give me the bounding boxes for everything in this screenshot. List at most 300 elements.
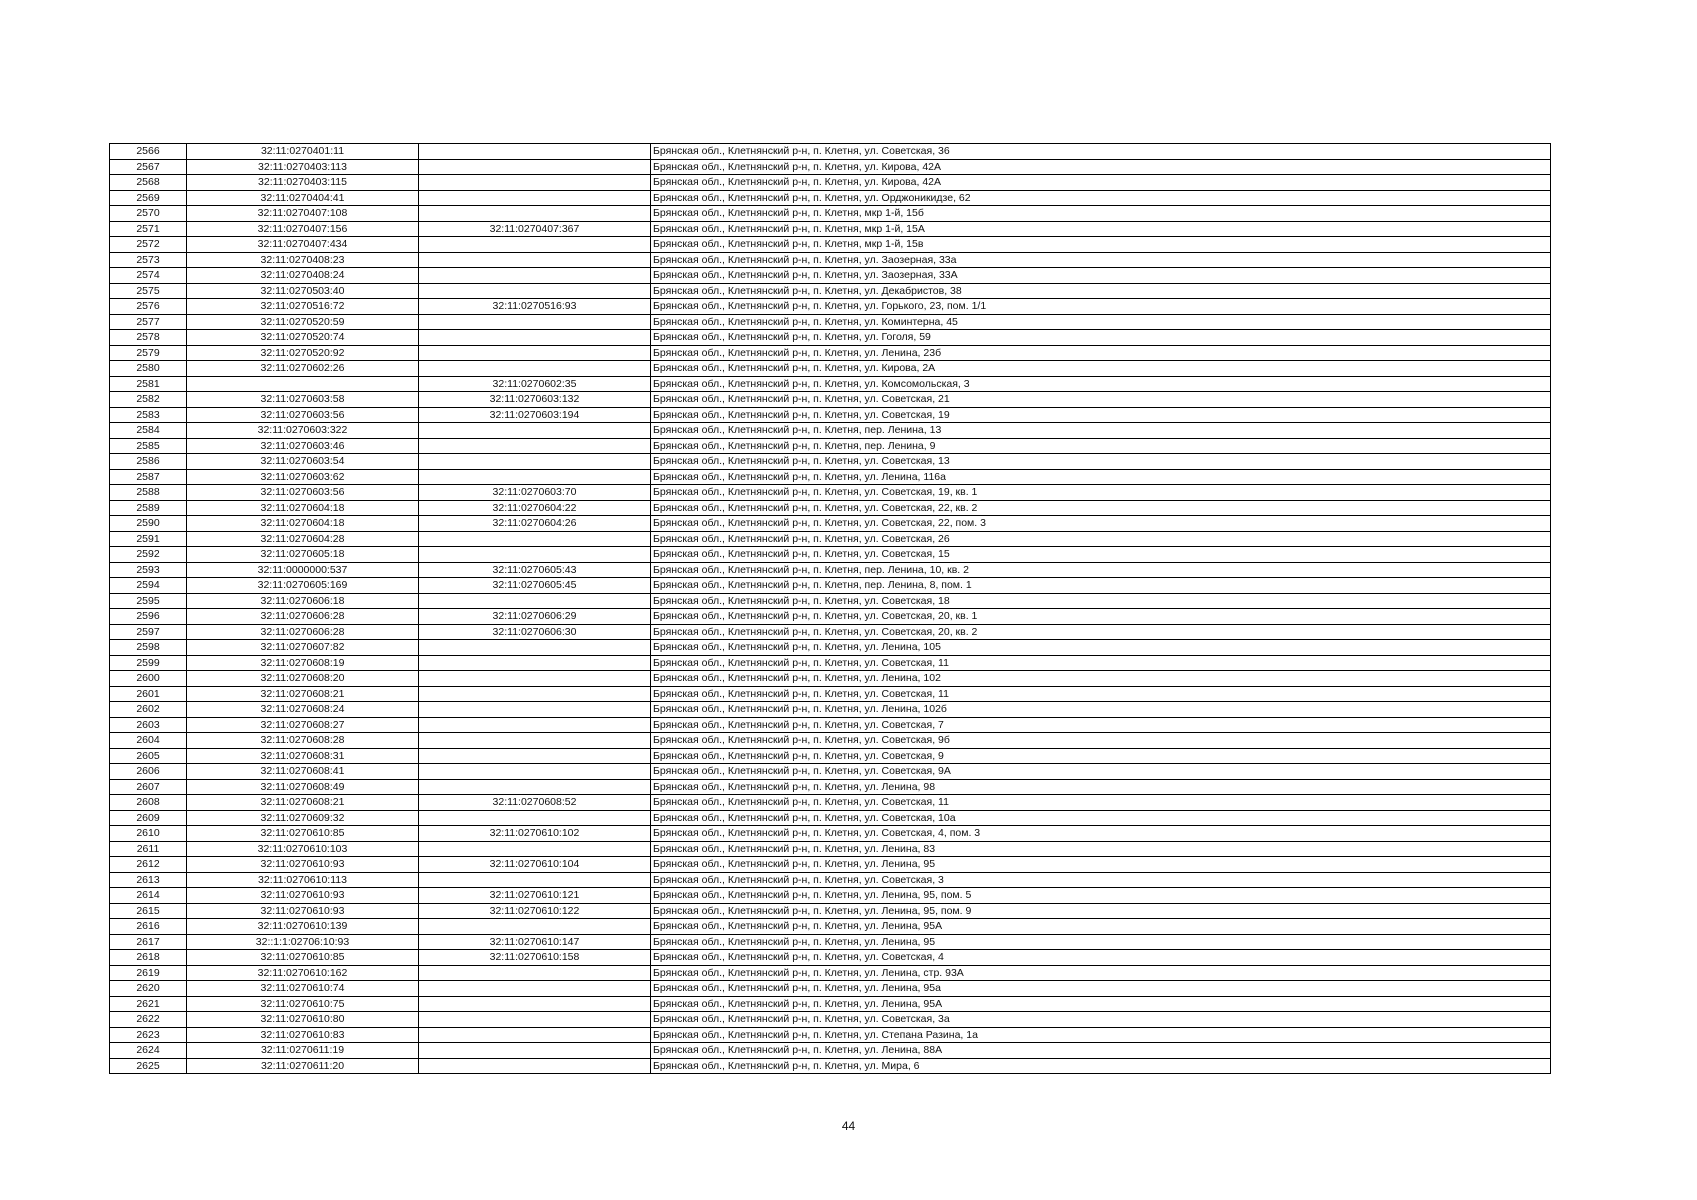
cadastral-number-cell: 32:11:0270603:46 bbox=[187, 438, 419, 454]
row-number-cell: 2579 bbox=[110, 345, 187, 361]
address-cell: Брянская обл., Клетнянский р-н, п. Клетня, ул. Советская, 20, кв. 1 bbox=[651, 609, 1551, 625]
table-row bbox=[110, 500, 1551, 516]
secondary-cadastral-number-cell bbox=[419, 547, 651, 563]
row-number-cell: 2609 bbox=[110, 810, 187, 826]
table-row bbox=[110, 810, 1551, 826]
cadastral-number-cell: 32:11:0270606:28 bbox=[187, 624, 419, 640]
address-cell: Брянская обл., Клетнянский р-н, п. Клетня, ул. Советская, 4, пом. 3 bbox=[651, 826, 1551, 842]
table-row bbox=[110, 423, 1551, 439]
cadastral-number-cell: 32:11:0270403:113 bbox=[187, 159, 419, 175]
row-number-cell: 2566 bbox=[110, 144, 187, 160]
secondary-cadastral-number-cell: 32:11:0270603:132 bbox=[419, 392, 651, 408]
property-registry-table bbox=[109, 143, 1551, 1074]
address-cell: Брянская обл., Клетнянский р-н, п. Клетня, пер. Ленина, 8, пом. 1 bbox=[651, 578, 1551, 594]
row-number-cell: 2617 bbox=[110, 934, 187, 950]
row-number-cell: 2605 bbox=[110, 748, 187, 764]
secondary-cadastral-number-cell: 32:11:0270610:104 bbox=[419, 857, 651, 873]
cadastral-number-cell: 32:11:0270610:85 bbox=[187, 950, 419, 966]
address-cell: Брянская обл., Клетнянский р-н, п. Клетня, ул. Советская, 22, пом. 3 bbox=[651, 516, 1551, 532]
cadastral-number-cell: 32:11:0270408:23 bbox=[187, 252, 419, 268]
secondary-cadastral-number-cell bbox=[419, 283, 651, 299]
secondary-cadastral-number-cell: 32:11:0270603:194 bbox=[419, 407, 651, 423]
secondary-cadastral-number-cell bbox=[419, 655, 651, 671]
address-cell: Брянская обл., Клетнянский р-н, п. Клетня, ул. Ленина, 98 bbox=[651, 779, 1551, 795]
row-number-cell: 2569 bbox=[110, 190, 187, 206]
cadastral-number-cell: 32:11:0270603:54 bbox=[187, 454, 419, 470]
table-row bbox=[110, 345, 1551, 361]
row-number-cell: 2607 bbox=[110, 779, 187, 795]
secondary-cadastral-number-cell bbox=[419, 345, 651, 361]
cadastral-number-cell: 32:11:0270608:41 bbox=[187, 764, 419, 780]
address-cell: Брянская обл., Клетнянский р-н, п. Клетня, ул. Кирова, 42А bbox=[651, 175, 1551, 191]
address-cell: Брянская обл., Клетнянский р-н, п. Клетня, ул. Горького, 23, пом. 1/1 bbox=[651, 299, 1551, 315]
cadastral-number-cell: 32:11:0270520:74 bbox=[187, 330, 419, 346]
row-number-cell: 2596 bbox=[110, 609, 187, 625]
table-row bbox=[110, 624, 1551, 640]
table-row bbox=[110, 1012, 1551, 1028]
row-number-cell: 2597 bbox=[110, 624, 187, 640]
row-number-cell: 2616 bbox=[110, 919, 187, 935]
secondary-cadastral-number-cell: 32:11:0270407:367 bbox=[419, 221, 651, 237]
secondary-cadastral-number-cell: 32:11:0270610:122 bbox=[419, 903, 651, 919]
address-cell: Брянская обл., Клетнянский р-н, п. Клетня, ул. Кирова, 2А bbox=[651, 361, 1551, 377]
secondary-cadastral-number-cell bbox=[419, 764, 651, 780]
table-row bbox=[110, 531, 1551, 547]
row-number-cell: 2567 bbox=[110, 159, 187, 175]
row-number-cell: 2618 bbox=[110, 950, 187, 966]
table-row bbox=[110, 299, 1551, 315]
address-cell: Брянская обл., Клетнянский р-н, п. Клетня, мкр 1-й, 15А bbox=[651, 221, 1551, 237]
row-number-cell: 2576 bbox=[110, 299, 187, 315]
address-cell: Брянская обл., Клетнянский р-н, п. Клетня, ул. Ленина, 95а bbox=[651, 981, 1551, 997]
table-row bbox=[110, 268, 1551, 284]
row-number-cell: 2601 bbox=[110, 686, 187, 702]
table-row bbox=[110, 144, 1551, 160]
table-row bbox=[110, 950, 1551, 966]
row-number-cell: 2598 bbox=[110, 640, 187, 656]
cadastral-number-cell: 32:11:0270407:108 bbox=[187, 206, 419, 222]
address-cell: Брянская обл., Клетнянский р-н, п. Клетня, ул. Ленина, 95А bbox=[651, 996, 1551, 1012]
cadastral-number-cell: 32:11:0270610:93 bbox=[187, 857, 419, 873]
row-number-cell: 2600 bbox=[110, 671, 187, 687]
cadastral-number-cell: 32:11:0270606:18 bbox=[187, 593, 419, 609]
table-row bbox=[110, 919, 1551, 935]
address-cell: Брянская обл., Клетнянский р-н, п. Клетня, пер. Ленина, 13 bbox=[651, 423, 1551, 439]
secondary-cadastral-number-cell bbox=[419, 268, 651, 284]
secondary-cadastral-number-cell bbox=[419, 810, 651, 826]
cadastral-number-cell: 32:11:0270605:18 bbox=[187, 547, 419, 563]
cadastral-number-cell: 32:11:0270608:21 bbox=[187, 686, 419, 702]
address-cell: Брянская обл., Клетнянский р-н, п. Клетня, ул. Степана Разина, 1а bbox=[651, 1027, 1551, 1043]
table-row bbox=[110, 748, 1551, 764]
table-row bbox=[110, 965, 1551, 981]
table-row bbox=[110, 841, 1551, 857]
cadastral-number-cell: 32:11:0270603:58 bbox=[187, 392, 419, 408]
table-row bbox=[110, 392, 1551, 408]
secondary-cadastral-number-cell: 32:11:0270608:52 bbox=[419, 795, 651, 811]
address-cell: Брянская обл., Клетнянский р-н, п. Клетня, ул. Заозерная, 33А bbox=[651, 268, 1551, 284]
cadastral-number-cell: 32:11:0270608:31 bbox=[187, 748, 419, 764]
cadastral-number-cell: 32:11:0270503:40 bbox=[187, 283, 419, 299]
address-cell: Брянская обл., Клетнянский р-н, п. Клетня, ул. Советская, 9А bbox=[651, 764, 1551, 780]
cadastral-number-cell: 32:11:0270610:83 bbox=[187, 1027, 419, 1043]
secondary-cadastral-number-cell: 32:11:0270604:26 bbox=[419, 516, 651, 532]
cadastral-number-cell: 32:11:0270610:103 bbox=[187, 841, 419, 857]
row-number-cell: 2589 bbox=[110, 500, 187, 516]
address-cell: Брянская обл., Клетнянский р-н, п. Клетня, ул. Коминтерна, 45 bbox=[651, 314, 1551, 330]
address-cell: Брянская обл., Клетнянский р-н, п. Клетня, ул. Советская, 26 bbox=[651, 531, 1551, 547]
secondary-cadastral-number-cell bbox=[419, 531, 651, 547]
table-row bbox=[110, 206, 1551, 222]
table-row bbox=[110, 438, 1551, 454]
address-cell: Брянская обл., Клетнянский р-н, п. Клетня, ул. Советская, 11 bbox=[651, 795, 1551, 811]
cadastral-number-cell: 32:11:0270609:32 bbox=[187, 810, 419, 826]
row-number-cell: 2588 bbox=[110, 485, 187, 501]
table-body bbox=[110, 144, 1551, 1074]
table-row bbox=[110, 996, 1551, 1012]
secondary-cadastral-number-cell bbox=[419, 1058, 651, 1074]
secondary-cadastral-number-cell bbox=[419, 144, 651, 160]
cadastral-number-cell: 32:11:0270608:21 bbox=[187, 795, 419, 811]
secondary-cadastral-number-cell bbox=[419, 361, 651, 377]
cadastral-number-cell: 32::1:1:02706:10:93 bbox=[187, 934, 419, 950]
address-cell: Брянская обл., Клетнянский р-н, п. Клетня, ул. Советская, 20, кв. 2 bbox=[651, 624, 1551, 640]
address-cell: Брянская обл., Клетнянский р-н, п. Клетня, ул. Ленина, 88А bbox=[651, 1043, 1551, 1059]
address-cell: Брянская обл., Клетнянский р-н, п. Клетня, ул. Советская, 19, кв. 1 bbox=[651, 485, 1551, 501]
secondary-cadastral-number-cell bbox=[419, 206, 651, 222]
row-number-cell: 2591 bbox=[110, 531, 187, 547]
address-cell: Брянская обл., Клетнянский р-н, п. Клетня, ул. Ленина, 105 bbox=[651, 640, 1551, 656]
cadastral-number-cell: 32:11:0270401:11 bbox=[187, 144, 419, 160]
secondary-cadastral-number-cell bbox=[419, 686, 651, 702]
secondary-cadastral-number-cell bbox=[419, 454, 651, 470]
table-row bbox=[110, 562, 1551, 578]
row-number-cell: 2614 bbox=[110, 888, 187, 904]
cadastral-number-cell: 32:11:0270607:82 bbox=[187, 640, 419, 656]
row-number-cell: 2599 bbox=[110, 655, 187, 671]
address-cell: Брянская обл., Клетнянский р-н, п. Клетня, пер. Ленина, 10, кв. 2 bbox=[651, 562, 1551, 578]
row-number-cell: 2571 bbox=[110, 221, 187, 237]
secondary-cadastral-number-cell: 32:11:0270604:22 bbox=[419, 500, 651, 516]
secondary-cadastral-number-cell bbox=[419, 593, 651, 609]
row-number-cell: 2585 bbox=[110, 438, 187, 454]
address-cell: Брянская обл., Клетнянский р-н, п. Клетня, ул. Ленина, 116а bbox=[651, 469, 1551, 485]
cadastral-number-cell: 32:11:0270611:19 bbox=[187, 1043, 419, 1059]
row-number-cell: 2612 bbox=[110, 857, 187, 873]
cadastral-number-cell: 32:11:0270610:93 bbox=[187, 888, 419, 904]
table-row bbox=[110, 237, 1551, 253]
table-row bbox=[110, 857, 1551, 873]
secondary-cadastral-number-cell bbox=[419, 190, 651, 206]
table-row bbox=[110, 330, 1551, 346]
table-row bbox=[110, 485, 1551, 501]
address-cell: Брянская обл., Клетнянский р-н, п. Клетня, ул. Советская, 36 bbox=[651, 144, 1551, 160]
table-row bbox=[110, 252, 1551, 268]
table-row bbox=[110, 903, 1551, 919]
cadastral-number-cell: 32:11:0270603:56 bbox=[187, 485, 419, 501]
table-row bbox=[110, 1043, 1551, 1059]
address-cell: Брянская обл., Клетнянский р-н, п. Клетня, ул. Декабристов, 38 bbox=[651, 283, 1551, 299]
secondary-cadastral-number-cell bbox=[419, 252, 651, 268]
cadastral-number-cell: 32:11:0270602:26 bbox=[187, 361, 419, 377]
cadastral-number-cell: 32:11:0270611:20 bbox=[187, 1058, 419, 1074]
cadastral-number-cell: 32:11:0270603:56 bbox=[187, 407, 419, 423]
row-number-cell: 2595 bbox=[110, 593, 187, 609]
table-row bbox=[110, 640, 1551, 656]
secondary-cadastral-number-cell bbox=[419, 671, 651, 687]
row-number-cell: 2577 bbox=[110, 314, 187, 330]
row-number-cell: 2574 bbox=[110, 268, 187, 284]
cadastral-number-cell: 32:11:0270404:41 bbox=[187, 190, 419, 206]
cadastral-number-cell: 32:11:0270610:113 bbox=[187, 872, 419, 888]
secondary-cadastral-number-cell: 32:11:0270610:102 bbox=[419, 826, 651, 842]
table-row bbox=[110, 888, 1551, 904]
address-cell: Брянская обл., Клетнянский р-н, п. Клетня, ул. Советская, 10а bbox=[651, 810, 1551, 826]
cadastral-number-cell: 32:11:0270403:115 bbox=[187, 175, 419, 191]
cadastral-number-cell: 32:11:0270608:28 bbox=[187, 733, 419, 749]
row-number-cell: 2615 bbox=[110, 903, 187, 919]
cadastral-number-cell: 32:11:0270407:156 bbox=[187, 221, 419, 237]
cadastral-number-cell: 32:11:0270610:93 bbox=[187, 903, 419, 919]
cadastral-number-cell: 32:11:0270605:169 bbox=[187, 578, 419, 594]
address-cell: Брянская обл., Клетнянский р-н, п. Клетня, ул. Советская, 13 bbox=[651, 454, 1551, 470]
row-number-cell: 2623 bbox=[110, 1027, 187, 1043]
secondary-cadastral-number-cell: 32:11:0270606:30 bbox=[419, 624, 651, 640]
secondary-cadastral-number-cell bbox=[419, 872, 651, 888]
table-row bbox=[110, 795, 1551, 811]
table-row bbox=[110, 733, 1551, 749]
table-row bbox=[110, 469, 1551, 485]
address-cell: Брянская обл., Клетнянский р-н, п. Клетня, ул. Советская, 7 bbox=[651, 717, 1551, 733]
table-row bbox=[110, 283, 1551, 299]
address-cell: Брянская обл., Клетнянский р-н, п. Клетня, ул. Советская, 3 bbox=[651, 872, 1551, 888]
address-cell: Брянская обл., Клетнянский р-н, п. Клетня, ул. Советская, 11 bbox=[651, 655, 1551, 671]
table-row bbox=[110, 376, 1551, 392]
secondary-cadastral-number-cell: 32:11:0270606:29 bbox=[419, 609, 651, 625]
table-row bbox=[110, 934, 1551, 950]
table-row bbox=[110, 593, 1551, 609]
cadastral-number-cell: 32:11:0270407:434 bbox=[187, 237, 419, 253]
cadastral-number-cell: 32:11:0270606:28 bbox=[187, 609, 419, 625]
address-cell: Брянская обл., Клетнянский р-н, п. Клетня, мкр 1-й, 15б bbox=[651, 206, 1551, 222]
row-number-cell: 2581 bbox=[110, 376, 187, 392]
table-row bbox=[110, 981, 1551, 997]
secondary-cadastral-number-cell bbox=[419, 159, 651, 175]
table-row bbox=[110, 454, 1551, 470]
cadastral-number-cell: 32:11:0270610:85 bbox=[187, 826, 419, 842]
secondary-cadastral-number-cell: 32:11:0270516:93 bbox=[419, 299, 651, 315]
row-number-cell: 2590 bbox=[110, 516, 187, 532]
row-number-cell: 2604 bbox=[110, 733, 187, 749]
cadastral-number-cell: 32:11:0270608:19 bbox=[187, 655, 419, 671]
address-cell: Брянская обл., Клетнянский р-н, п. Клетня, ул. Гоголя, 59 bbox=[651, 330, 1551, 346]
row-number-cell: 2624 bbox=[110, 1043, 187, 1059]
table-row bbox=[110, 159, 1551, 175]
cadastral-number-cell: 32:11:0270610:75 bbox=[187, 996, 419, 1012]
secondary-cadastral-number-cell bbox=[419, 717, 651, 733]
cadastral-number-cell: 32:11:0270520:59 bbox=[187, 314, 419, 330]
secondary-cadastral-number-cell bbox=[419, 237, 651, 253]
address-cell: Брянская обл., Клетнянский р-н, п. Клетня, ул. Советская, 19 bbox=[651, 407, 1551, 423]
table-row bbox=[110, 361, 1551, 377]
secondary-cadastral-number-cell bbox=[419, 748, 651, 764]
table-row bbox=[110, 671, 1551, 687]
table-row bbox=[110, 175, 1551, 191]
row-number-cell: 2584 bbox=[110, 423, 187, 439]
table-row bbox=[110, 779, 1551, 795]
table-row bbox=[110, 516, 1551, 532]
secondary-cadastral-number-cell: 32:11:0270610:147 bbox=[419, 934, 651, 950]
address-cell: Брянская обл., Клетнянский р-н, п. Клетня, ул. Ленина, 95 bbox=[651, 934, 1551, 950]
secondary-cadastral-number-cell bbox=[419, 981, 651, 997]
row-number-cell: 2582 bbox=[110, 392, 187, 408]
secondary-cadastral-number-cell: 32:11:0270603:70 bbox=[419, 485, 651, 501]
address-cell: Брянская обл., Клетнянский р-н, п. Клетня, ул. Орджоникидзе, 62 bbox=[651, 190, 1551, 206]
row-number-cell: 2621 bbox=[110, 996, 187, 1012]
table-row bbox=[110, 1058, 1551, 1074]
secondary-cadastral-number-cell bbox=[419, 438, 651, 454]
secondary-cadastral-number-cell: 32:11:0270610:121 bbox=[419, 888, 651, 904]
address-cell: Брянская обл., Клетнянский р-н, п. Клетня, ул. Советская, 11 bbox=[651, 686, 1551, 702]
secondary-cadastral-number-cell bbox=[419, 841, 651, 857]
row-number-cell: 2587 bbox=[110, 469, 187, 485]
address-cell: Брянская обл., Клетнянский р-н, п. Клетня, ул. Мира, 6 bbox=[651, 1058, 1551, 1074]
page-number: 44 bbox=[841, 1119, 856, 1133]
secondary-cadastral-number-cell: 32:11:0270605:45 bbox=[419, 578, 651, 594]
secondary-cadastral-number-cell: 32:11:0270610:158 bbox=[419, 950, 651, 966]
cadastral-number-cell: 32:11:0000000:537 bbox=[187, 562, 419, 578]
secondary-cadastral-number-cell bbox=[419, 314, 651, 330]
table-row bbox=[110, 609, 1551, 625]
address-cell: Брянская обл., Клетнянский р-н, п. Клетня, ул. Ленина, 102б bbox=[651, 702, 1551, 718]
row-number-cell: 2603 bbox=[110, 717, 187, 733]
row-number-cell: 2568 bbox=[110, 175, 187, 191]
cadastral-number-cell: 32:11:0270608:27 bbox=[187, 717, 419, 733]
address-cell: Брянская обл., Клетнянский р-н, п. Клетня, ул. Советская, 3а bbox=[651, 1012, 1551, 1028]
cadastral-number-cell: 32:11:0270610:74 bbox=[187, 981, 419, 997]
secondary-cadastral-number-cell bbox=[419, 965, 651, 981]
secondary-cadastral-number-cell bbox=[419, 469, 651, 485]
row-number-cell: 2622 bbox=[110, 1012, 187, 1028]
table-row bbox=[110, 407, 1551, 423]
row-number-cell: 2592 bbox=[110, 547, 187, 563]
address-cell: Брянская обл., Клетнянский р-н, п. Клетня, ул. Советская, 4 bbox=[651, 950, 1551, 966]
row-number-cell: 2573 bbox=[110, 252, 187, 268]
secondary-cadastral-number-cell: 32:11:0270605:43 bbox=[419, 562, 651, 578]
row-number-cell: 2608 bbox=[110, 795, 187, 811]
table-row bbox=[110, 872, 1551, 888]
table-row bbox=[110, 314, 1551, 330]
address-cell: Брянская обл., Клетнянский р-н, п. Клетня, ул. Советская, 9б bbox=[651, 733, 1551, 749]
cadastral-number-cell bbox=[187, 376, 419, 392]
row-number-cell: 2610 bbox=[110, 826, 187, 842]
row-number-cell: 2620 bbox=[110, 981, 187, 997]
secondary-cadastral-number-cell: 32:11:0270602:35 bbox=[419, 376, 651, 392]
address-cell: Брянская обл., Клетнянский р-н, п. Клетня, мкр 1-й, 15в bbox=[651, 237, 1551, 253]
cadastral-number-cell: 32:11:0270604:28 bbox=[187, 531, 419, 547]
address-cell: Брянская обл., Клетнянский р-н, п. Клетня, ул. Ленина, 23б bbox=[651, 345, 1551, 361]
address-cell: Брянская обл., Клетнянский р-н, п. Клетня, пер. Ленина, 9 bbox=[651, 438, 1551, 454]
table-row bbox=[110, 717, 1551, 733]
cadastral-number-cell: 32:11:0270608:20 bbox=[187, 671, 419, 687]
secondary-cadastral-number-cell bbox=[419, 1027, 651, 1043]
cadastral-number-cell: 32:11:0270516:72 bbox=[187, 299, 419, 315]
secondary-cadastral-number-cell bbox=[419, 1012, 651, 1028]
cadastral-number-cell: 32:11:0270610:162 bbox=[187, 965, 419, 981]
cadastral-number-cell: 32:11:0270608:24 bbox=[187, 702, 419, 718]
secondary-cadastral-number-cell bbox=[419, 330, 651, 346]
secondary-cadastral-number-cell bbox=[419, 640, 651, 656]
address-cell: Брянская обл., Клетнянский р-н, п. Клетня, ул. Советская, 22, кв. 2 bbox=[651, 500, 1551, 516]
row-number-cell: 2572 bbox=[110, 237, 187, 253]
row-number-cell: 2570 bbox=[110, 206, 187, 222]
cadastral-number-cell: 32:11:0270608:49 bbox=[187, 779, 419, 795]
row-number-cell: 2593 bbox=[110, 562, 187, 578]
table-row bbox=[110, 221, 1551, 237]
address-cell: Брянская обл., Клетнянский р-н, п. Клетня, ул. Ленина, стр. 93А bbox=[651, 965, 1551, 981]
address-cell: Брянская обл., Клетнянский р-н, п. Клетня, ул. Ленина, 95А bbox=[651, 919, 1551, 935]
cadastral-number-cell: 32:11:0270520:92 bbox=[187, 345, 419, 361]
table-row bbox=[110, 578, 1551, 594]
row-number-cell: 2602 bbox=[110, 702, 187, 718]
secondary-cadastral-number-cell bbox=[419, 1043, 651, 1059]
address-cell: Брянская обл., Клетнянский р-н, п. Клетня, ул. Советская, 21 bbox=[651, 392, 1551, 408]
address-cell: Брянская обл., Клетнянский р-н, п. Клетня, ул. Ленина, 95, пом. 5 bbox=[651, 888, 1551, 904]
secondary-cadastral-number-cell bbox=[419, 702, 651, 718]
address-cell: Брянская обл., Клетнянский р-н, п. Клетня, ул. Советская, 9 bbox=[651, 748, 1551, 764]
row-number-cell: 2613 bbox=[110, 872, 187, 888]
secondary-cadastral-number-cell bbox=[419, 996, 651, 1012]
row-number-cell: 2586 bbox=[110, 454, 187, 470]
table-row bbox=[110, 655, 1551, 671]
address-cell: Брянская обл., Клетнянский р-н, п. Клетня, ул. Ленина, 83 bbox=[651, 841, 1551, 857]
address-cell: Брянская обл., Клетнянский р-н, п. Клетня, ул. Ленина, 95, пом. 9 bbox=[651, 903, 1551, 919]
secondary-cadastral-number-cell bbox=[419, 919, 651, 935]
cadastral-number-cell: 32:11:0270603:62 bbox=[187, 469, 419, 485]
row-number-cell: 2575 bbox=[110, 283, 187, 299]
secondary-cadastral-number-cell bbox=[419, 175, 651, 191]
cadastral-number-cell: 32:11:0270610:139 bbox=[187, 919, 419, 935]
row-number-cell: 2606 bbox=[110, 764, 187, 780]
table-row bbox=[110, 826, 1551, 842]
table-row bbox=[110, 764, 1551, 780]
table-row bbox=[110, 1027, 1551, 1043]
address-cell: Брянская обл., Клетнянский р-н, п. Клетня, ул. Комсомольская, 3 bbox=[651, 376, 1551, 392]
address-cell: Брянская обл., Клетнянский р-н, п. Клетня, ул. Ленина, 95 bbox=[651, 857, 1551, 873]
secondary-cadastral-number-cell bbox=[419, 779, 651, 795]
table-row bbox=[110, 702, 1551, 718]
address-cell: Брянская обл., Клетнянский р-н, п. Клетня, ул. Ленина, 102 bbox=[651, 671, 1551, 687]
table-row bbox=[110, 190, 1551, 206]
cadastral-number-cell: 32:11:0270604:18 bbox=[187, 516, 419, 532]
row-number-cell: 2594 bbox=[110, 578, 187, 594]
address-cell: Брянская обл., Клетнянский р-н, п. Клетня, ул. Советская, 18 bbox=[651, 593, 1551, 609]
table-row bbox=[110, 686, 1551, 702]
cadastral-number-cell: 32:11:0270603:322 bbox=[187, 423, 419, 439]
row-number-cell: 2580 bbox=[110, 361, 187, 377]
row-number-cell: 2611 bbox=[110, 841, 187, 857]
cadastral-number-cell: 32:11:0270610:80 bbox=[187, 1012, 419, 1028]
address-cell: Брянская обл., Клетнянский р-н, п. Клетня, ул. Заозерная, 33а bbox=[651, 252, 1551, 268]
cadastral-number-cell: 32:11:0270604:18 bbox=[187, 500, 419, 516]
row-number-cell: 2578 bbox=[110, 330, 187, 346]
table-row bbox=[110, 547, 1551, 563]
row-number-cell: 2619 bbox=[110, 965, 187, 981]
address-cell: Брянская обл., Клетнянский р-н, п. Клетня, ул. Кирова, 42А bbox=[651, 159, 1551, 175]
secondary-cadastral-number-cell bbox=[419, 423, 651, 439]
cadastral-number-cell: 32:11:0270408:24 bbox=[187, 268, 419, 284]
address-cell: Брянская обл., Клетнянский р-н, п. Клетня, ул. Советская, 15 bbox=[651, 547, 1551, 563]
